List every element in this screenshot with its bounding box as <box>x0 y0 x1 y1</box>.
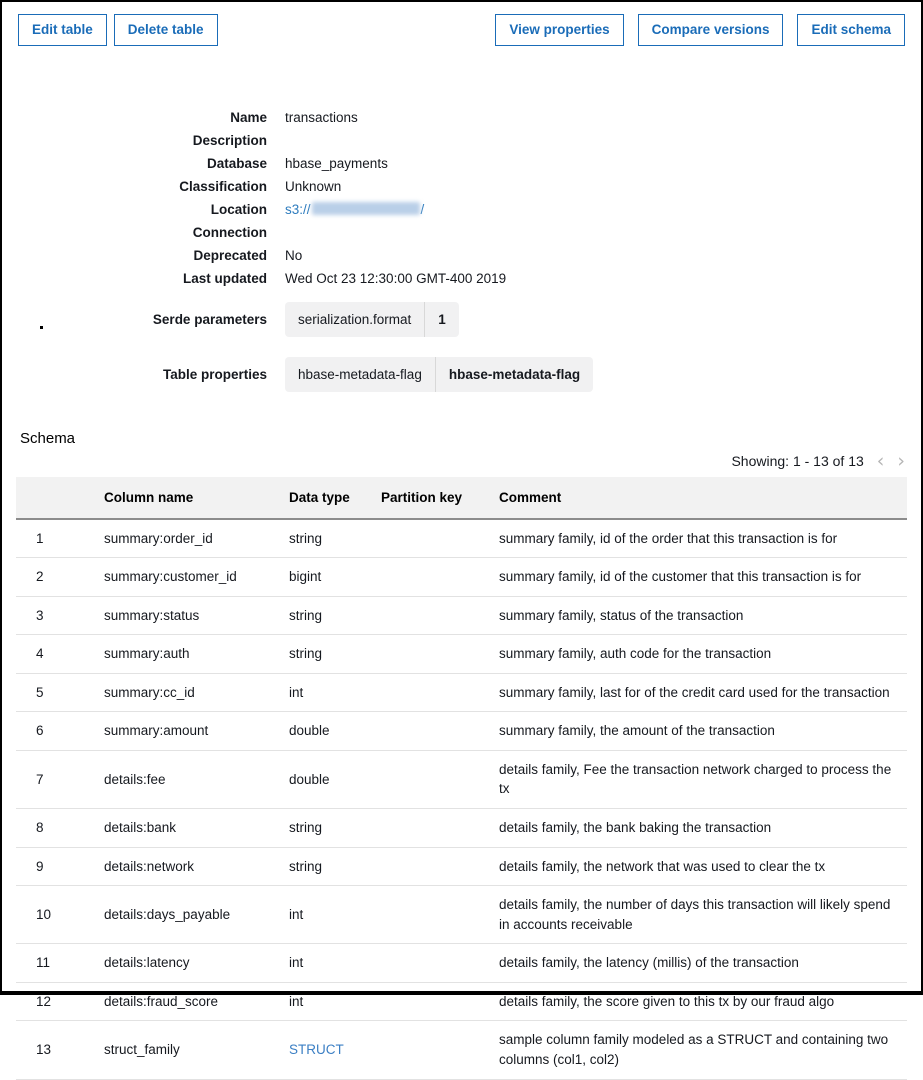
detail-value[interactable]: s3:// / <box>285 201 425 217</box>
schema-row-4 <box>16 635 907 674</box>
detail-row-location <box>2 198 921 221</box>
data-type-cell: int <box>281 673 373 712</box>
detail-value: Wed Oct 23 12:30:00 GMT-400 2019 <box>285 270 507 286</box>
partition-key-cell <box>373 519 491 558</box>
stray-dot <box>40 326 43 329</box>
column-name-cell: details:days_payable <box>96 886 281 944</box>
column-name-header: Column name <box>96 477 281 519</box>
schema-row-8 <box>16 809 907 848</box>
detail-label: Serde parameters <box>152 311 267 327</box>
comment-cell: sample column family modeled as a STRUCT and containing two columns (col1, col2) <box>491 1021 907 1079</box>
table-properties-value <box>285 357 593 392</box>
schema-section <box>16 430 907 1080</box>
column-name-cell: details:bank <box>96 809 281 848</box>
table-properties-val: hbase-metadata-flag <box>435 357 593 392</box>
compare-versions-button[interactable]: Compare versions <box>638 14 784 46</box>
detail-value: Unknown <box>285 178 342 194</box>
detail-row-table-properties <box>2 357 921 392</box>
row-number: 4 <box>16 635 96 674</box>
detail-value: transactions <box>285 109 358 125</box>
schema-row-1 <box>16 519 907 558</box>
edit-table-button[interactable]: Edit table <box>18 14 107 46</box>
partition-key-cell <box>373 750 491 808</box>
column-name-cell: summary:cc_id <box>96 673 281 712</box>
data-type-cell: string <box>281 847 373 886</box>
schema-row-7 <box>16 750 907 808</box>
row-number: 10 <box>16 886 96 944</box>
column-name-cell: summary:auth <box>96 635 281 674</box>
partition-key-cell <box>373 809 491 848</box>
schema-table <box>16 477 907 1080</box>
serde-parameters-val: 1 <box>424 302 459 337</box>
detail-row-last-updated <box>2 267 921 290</box>
delete-table-button[interactable]: Delete table <box>114 14 218 46</box>
detail-label: Connection <box>192 224 267 240</box>
row-number: 5 <box>16 673 96 712</box>
edit-schema-button[interactable]: Edit schema <box>797 14 905 46</box>
row-number: 3 <box>16 596 96 635</box>
data-type-cell: double <box>281 750 373 808</box>
column-name-cell: details:latency <box>96 944 281 983</box>
partition-key-cell <box>373 847 491 886</box>
detail-label: Location <box>210 201 267 217</box>
column-name-cell: summary:status <box>96 596 281 635</box>
toolbar-left <box>18 14 225 46</box>
row-number: 8 <box>16 809 96 848</box>
partition-key-cell <box>373 596 491 635</box>
partition-key-cell <box>373 635 491 674</box>
schema-row-6 <box>16 712 907 751</box>
partition-key-header: Partition key <box>373 477 491 519</box>
schema-row-5 <box>16 673 907 712</box>
detail-label: Deprecated <box>193 247 267 263</box>
partition-key-cell <box>373 886 491 944</box>
column-name-cell: struct_family <box>96 1021 281 1079</box>
schema-row-13 <box>16 1021 907 1079</box>
detail-row-deprecated <box>2 244 921 267</box>
data-type-header: Data type <box>281 477 373 519</box>
next-page-icon[interactable]: › <box>897 449 905 472</box>
detail-row-description <box>2 129 921 152</box>
comment-cell: summary family, last for of the credit card used for the transaction <box>491 673 907 712</box>
serde-parameters-key: serialization.format <box>298 311 412 327</box>
data-type-cell: int <box>281 886 373 944</box>
comment-cell: details family, the number of days this transaction will likely spend in accounts receivable <box>491 886 907 944</box>
data-type-cell: double <box>281 712 373 751</box>
data-type-cell[interactable]: STRUCT <box>281 1021 373 1079</box>
row-number: 11 <box>16 944 96 983</box>
row-number: 6 <box>16 712 96 751</box>
column-name-cell: summary:order_id <box>96 519 281 558</box>
partition-key-cell <box>373 712 491 751</box>
view-properties-button[interactable]: View properties <box>495 14 623 46</box>
partition-key-cell <box>373 1021 491 1079</box>
comment-cell: details family, the score given to this tx by our fraud algo <box>491 982 907 1021</box>
detail-row-name <box>2 106 921 129</box>
comment-cell: details family, the latency (millis) of the transaction <box>491 944 907 983</box>
partition-key-cell <box>373 982 491 1021</box>
data-type-cell: string <box>281 635 373 674</box>
data-type-cell: string <box>281 809 373 848</box>
comment-cell: summary family, id of the customer that this transaction is for <box>491 558 907 597</box>
schema-row-3 <box>16 596 907 635</box>
row-number: 2 <box>16 558 96 597</box>
schema-row-12 <box>16 982 907 1021</box>
redacted-s3-bucket <box>312 202 420 215</box>
column-name-cell: summary:amount <box>96 712 281 751</box>
toolbar <box>2 2 921 46</box>
serde-parameters-value <box>285 302 459 337</box>
comment-cell: details family, the network that was used to clear the tx <box>491 847 907 886</box>
detail-label: Database <box>206 155 267 171</box>
detail-row-classification <box>2 175 921 198</box>
detail-label: Description <box>192 132 267 148</box>
comment-cell: summary family, id of the order that this transaction is for <box>491 519 907 558</box>
data-type-cell: string <box>281 519 373 558</box>
column-name-cell: details:network <box>96 847 281 886</box>
row-number: 7 <box>16 750 96 808</box>
row-number: 1 <box>16 519 96 558</box>
data-type-cell: int <box>281 944 373 983</box>
comment-cell: summary family, auth code for the transaction <box>491 635 907 674</box>
pagination <box>16 449 905 472</box>
column-name-cell: details:fraud_score <box>96 982 281 1021</box>
comment-cell: summary family, status of the transaction <box>491 596 907 635</box>
detail-row-database <box>2 152 921 175</box>
data-type-cell: string <box>281 596 373 635</box>
table-properties-pill <box>285 357 593 392</box>
detail-label: Classification <box>179 178 267 194</box>
comment-header: Comment <box>491 477 907 519</box>
detail-label: Table properties <box>162 366 267 382</box>
row-number: 12 <box>16 982 96 1021</box>
data-type-cell: int <box>281 982 373 1021</box>
detail-row-connection <box>2 221 921 244</box>
detail-row-serde-parameters <box>2 302 921 337</box>
comment-cell: summary family, the amount of the transaction <box>491 712 907 751</box>
schema-row-10 <box>16 886 907 944</box>
schema-row-9 <box>16 847 907 886</box>
row-number: 13 <box>16 1021 96 1079</box>
partition-key-cell <box>373 673 491 712</box>
row-number-header <box>16 477 96 519</box>
schema-header-row <box>16 477 907 519</box>
row-number: 9 <box>16 847 96 886</box>
showing-count: Showing: 1 - 13 of 13 <box>731 452 864 469</box>
serde-parameters-pill <box>285 302 459 337</box>
table-details <box>2 106 921 392</box>
prev-page-icon[interactable]: ‹ <box>876 449 885 472</box>
comment-cell: details family, Fee the transaction network charged to process the tx <box>491 750 907 808</box>
column-name-cell: details:fee <box>96 750 281 808</box>
detail-value: No <box>285 247 303 263</box>
column-name-cell: summary:customer_id <box>96 558 281 597</box>
data-type-cell: bigint <box>281 558 373 597</box>
schema-row-2 <box>16 558 907 597</box>
partition-key-cell <box>373 944 491 983</box>
detail-label: Name <box>230 109 267 125</box>
detail-value: hbase_payments <box>285 155 388 171</box>
detail-label: Last updated <box>182 270 267 286</box>
schema-title: Schema <box>20 429 76 447</box>
comment-cell: details family, the bank baking the transaction <box>491 809 907 848</box>
schema-row-11 <box>16 944 907 983</box>
partition-key-cell <box>373 558 491 597</box>
toolbar-right <box>481 14 905 46</box>
table-properties-key: hbase-metadata-flag <box>298 366 422 382</box>
